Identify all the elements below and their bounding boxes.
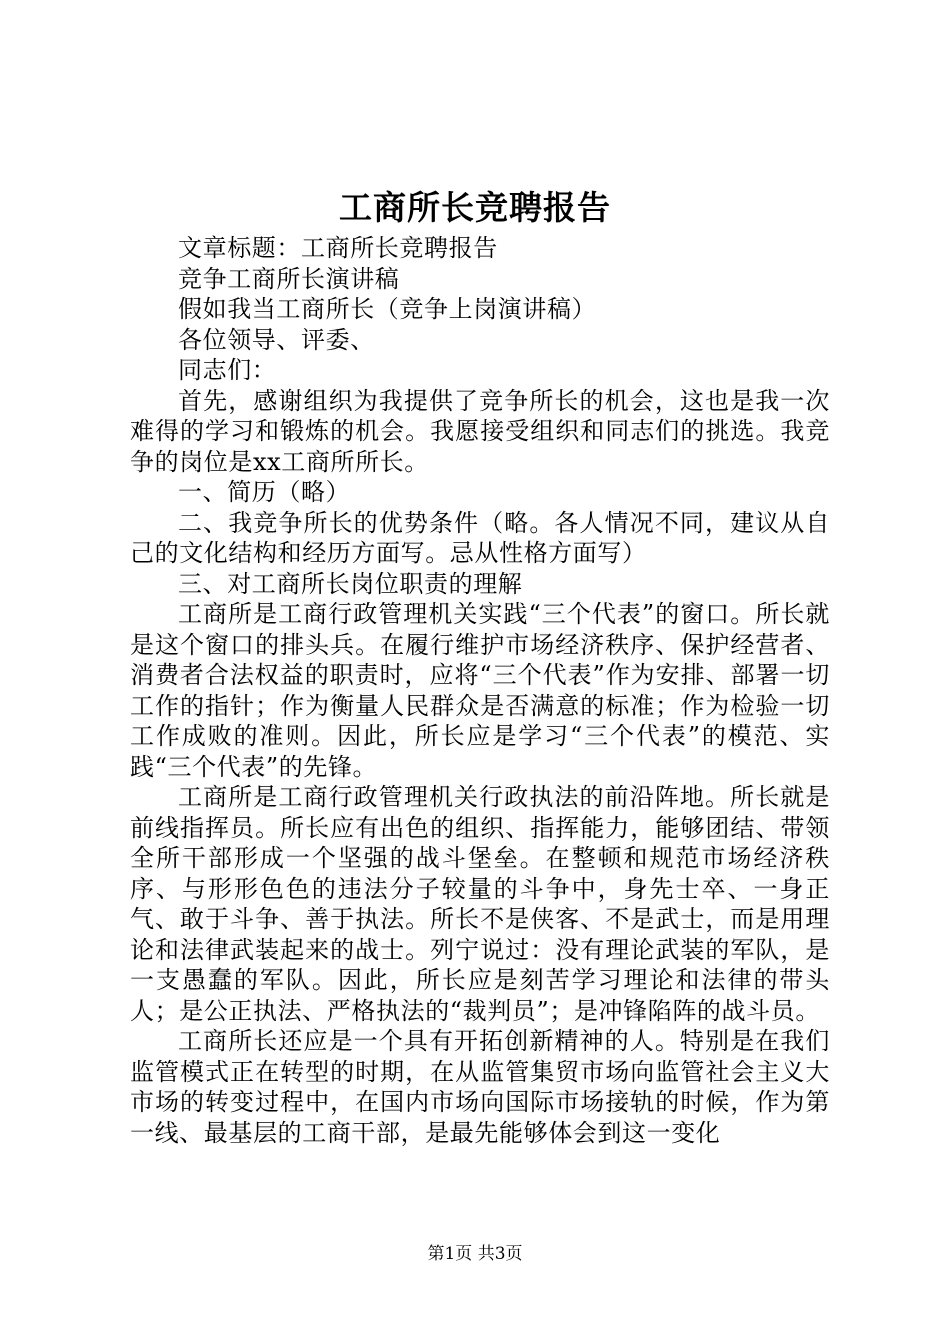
document-title: 工商所长竞聘报告 (339, 188, 611, 227)
paragraph-innovation: 工商所长还应是一个具有开拓创新精神的人。特别是在我们监管模式正在转型的时期，在从监管集贸市场向监管社会主义大市场的转变过程中，在国内市场向国际市场接轨的时候，作为第一线、最基层的工商干部，是最先能够体会到这一变化 (130, 1027, 830, 1147)
paragraph-frontline: 工商所是工商行政管理机关行政执法的前沿阵地。所长就是前线指挥员。所长应有出色的组织、指挥能力，能够团结、带领全所干部形成一个坚强的战斗堡垒。在整顿和规范市场经济秩序、与形形色色的违法分子较量的斗争中，身先士卒、一身正气、敢于斗争、善于执法。所长不是侠客、不是武士，而是用理论和法律武装起来的战士。列宁说过：没有理论武装的军队，是一支愚蠢的军队。因此，所长应是刻苦学习理论和法律的带头人；是公正执法、严格执法的“裁判员”；是冲锋陷阵的战斗员。 (130, 783, 830, 1025)
paragraph-speech-title: 假如我当工商所长（竞争上岗演讲稿） (178, 295, 597, 323)
paragraph-article-title: 文章标题：工商所长竞聘报告 (178, 234, 498, 262)
paragraph-salutation-comrades: 同志们： (178, 356, 277, 384)
paragraph-window: 工商所是工商行政管理机关实践“三个代表”的窗口。所长就是这个窗口的排头兵。在履行维护市场经济秩序、保护经营者、消费者合法权益的职责时，应将“三个代表”作为安排、部署一切工作的指针；作为衡量人民群众是否满意的标准；作为检验一切工作成败的准则。因此，所长应是学习“三个代表”的模范、实践“三个代表”的先锋。 (130, 600, 830, 781)
paragraph-section-1: 一、简历（略） (178, 478, 351, 506)
paragraph-opening: 首先，感谢组织为我提供了竞争所长的机会，这也是我一次难得的学习和锻炼的机会。我愿接受组织和同志们的挑选。我竞争的岗位是xx工商所所长。 (130, 386, 830, 476)
document-body (130, 233, 830, 1148)
page-footer: 第1页 共3页 (427, 1244, 523, 1264)
paragraph-section-3: 三、对工商所长岗位职责的理解 (178, 569, 523, 598)
paragraph-salutation-leaders: 各位领导、评委、 (178, 325, 375, 354)
paragraph-subtitle: 竞争工商所长演讲稿 (178, 264, 400, 293)
paragraph-section-2: 二、我竞争所长的优势条件（略。各人情况不同，建议从自己的文化结构和经历方面写。忌从性格方面写） (130, 508, 830, 567)
